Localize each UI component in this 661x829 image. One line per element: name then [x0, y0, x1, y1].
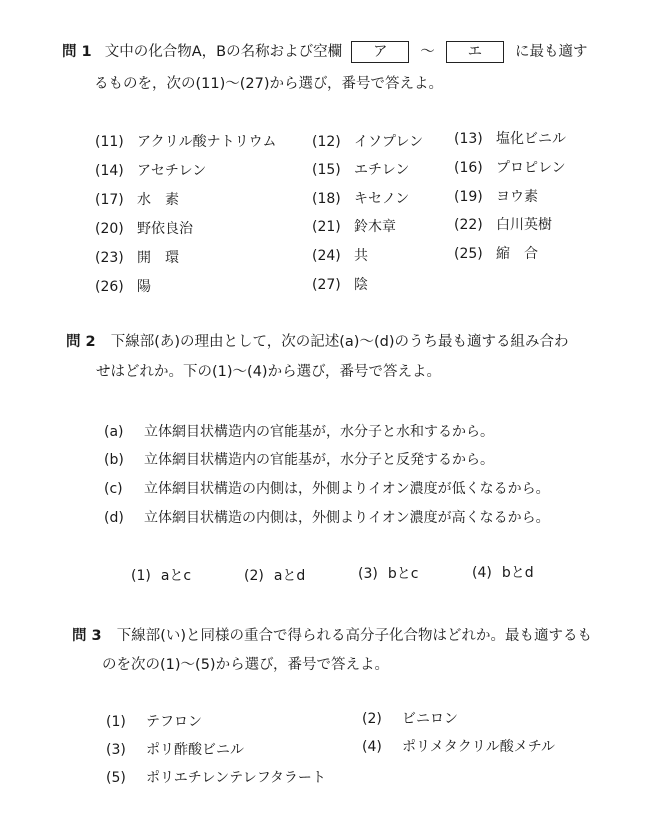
q1-option-num: (11): [95, 134, 124, 150]
q1-option-17: [95, 189, 179, 209]
q1-option-num: (25): [454, 246, 483, 262]
q2-statement-num: (c): [104, 481, 123, 497]
q1-option-text: エチレン: [354, 162, 410, 178]
q1-option-num: (12): [312, 134, 341, 150]
q1-option-11: [95, 131, 276, 151]
q2-choice-num: (2): [244, 568, 264, 584]
q1-option-text: プロピレン: [496, 160, 566, 176]
q1-line2: るものを，次の(11)～(27)から選び，番号で答えよ。: [94, 76, 443, 92]
q1-option-num: (20): [95, 221, 124, 237]
q2-choice-num: (1): [131, 568, 151, 584]
q2-statement-d: [104, 507, 550, 527]
q1-option-num: (19): [454, 189, 483, 205]
q1-option-text: 水 素: [137, 192, 179, 208]
q1-option-16: [454, 157, 566, 177]
q1-text-after: に最も適す: [514, 44, 588, 60]
q1-blank-start: ア: [351, 41, 409, 63]
q1-option-num: (14): [95, 163, 124, 179]
q3-option-text: ポリメタクリル酸メチル: [402, 739, 556, 755]
q3-option-num: (2): [362, 711, 382, 727]
q3-option-text: ポリ酢酸ビニル: [146, 742, 244, 758]
q1-text-before: 文中の化合物A，Bの名称および空欄: [104, 44, 343, 60]
q1-option-num: (15): [312, 162, 341, 178]
q1-option-25: [454, 243, 538, 263]
q2-choice-text: bとd: [501, 565, 534, 581]
q3-option-text: ビニロン: [402, 711, 458, 727]
q2-statement-text: 立体網目状構造内の官能基が，水分子と水和するから。: [144, 424, 494, 440]
q1-option-14: [95, 160, 206, 180]
q3-option-3: [106, 739, 244, 759]
q1-option-text: 開 環: [137, 250, 179, 266]
q1-option-num: (17): [95, 192, 124, 208]
q1-option-26: [95, 276, 151, 296]
q1-label: 問 1: [62, 44, 92, 60]
q3-heading: [72, 624, 592, 645]
q1-option-text: キセノン: [354, 191, 410, 207]
q2-statement-b: [104, 449, 494, 469]
q1-option-num: (18): [312, 191, 341, 207]
q2-statement-a: [104, 421, 494, 441]
q2-choice-4: [472, 562, 534, 582]
q2-choice-num: (4): [472, 565, 492, 581]
q1-blank-end: エ: [446, 41, 504, 63]
q1-option-20: [95, 218, 193, 238]
q1-option-text: 塩化ビニル: [496, 131, 566, 147]
q1-option-text: 共: [354, 248, 368, 264]
q3-line2: のを次の(1)～(5)から選び，番号で答えよ。: [102, 657, 389, 673]
q1-heading: [62, 40, 587, 63]
q1-option-text: イソプレン: [354, 134, 424, 150]
q3-option-num: (4): [362, 739, 382, 755]
q2-statement-text: 立体網目状構造の内側は，外側よりイオン濃度が低くなるから。: [144, 481, 550, 497]
q1-option-text: アクリル酸ナトリウム: [137, 134, 277, 150]
q3-option-num: (5): [106, 770, 126, 786]
q3-option-1: [106, 711, 202, 731]
q1-option-num: (21): [312, 219, 341, 235]
q2-statement-num: (a): [104, 424, 124, 440]
q1-option-text: 鈴木章: [354, 219, 396, 235]
q1-option-num: (16): [454, 160, 483, 176]
q3-option-2: [362, 708, 458, 728]
q1-option-text: アセチレン: [137, 163, 207, 179]
q2-line1: 下線部(あ)の理由として，次の記述(a)～(d)のうち最も適する組み合わ: [110, 334, 569, 350]
q1-option-text: 陽: [137, 279, 151, 295]
q1-option-text: 白川英樹: [496, 217, 552, 233]
q1-option-23: [95, 247, 179, 267]
q1-option-21: [312, 216, 396, 236]
q2-choice-num: (3): [358, 566, 378, 582]
q1-option-num: (26): [95, 279, 124, 295]
q2-statement-text: 立体網目状構造の内側は，外側よりイオン濃度が高くなるから。: [144, 510, 550, 526]
q2-statement-c: [104, 478, 550, 498]
q1-option-24: [312, 245, 368, 265]
q1-option-15: [312, 159, 409, 179]
q2-label: 問 2: [66, 334, 96, 350]
q1-option-13: [454, 128, 566, 148]
q1-option-num: (27): [312, 277, 341, 293]
q2-statement-num: (d): [104, 510, 124, 526]
q2-statement-text: 立体網目状構造内の官能基が，水分子と反発するから。: [144, 452, 494, 468]
q3-option-num: (1): [106, 714, 126, 730]
q2-choice-text: bとc: [387, 566, 419, 582]
q3-option-text: ポリエチレンテレフタラート: [146, 770, 326, 786]
q3-option-5: [106, 767, 326, 787]
q2-statement-num: (b): [104, 452, 124, 468]
q1-option-text: 縮 合: [496, 246, 538, 262]
q3-option-num: (3): [106, 742, 126, 758]
q1-option-num: (23): [95, 250, 124, 266]
q2-line2: せはどれか。下の(1)～(4)から選び，番号で答えよ。: [96, 364, 441, 380]
q1-option-27: [312, 274, 368, 294]
q1-option-num: (22): [454, 217, 483, 233]
q2-choice-text: aとd: [273, 568, 306, 584]
q2-heading: [66, 330, 568, 351]
q1-option-num: (24): [312, 248, 341, 264]
q1-option-text: 陰: [354, 277, 368, 293]
q1-option-19: [454, 186, 538, 206]
q3-option-4: [362, 736, 555, 756]
q1-option-num: (13): [454, 131, 483, 147]
q1-option-12: [312, 131, 423, 151]
q2-choice-2: [244, 565, 305, 585]
q1-tilde: ～: [420, 44, 435, 60]
q2-choice-text: aとc: [160, 568, 192, 584]
q1-option-text: 野依良治: [137, 221, 193, 237]
q3-option-text: テフロン: [146, 714, 202, 730]
q2-choice-3: [358, 563, 418, 583]
q2-choice-1: [131, 565, 191, 585]
q3-line1: 下線部(い)と同様の重合で得られる高分子化合物はどれか。最も適するも: [116, 628, 593, 644]
q1-option-18: [312, 188, 409, 208]
q1-option-22: [454, 214, 552, 234]
q3-label: 問 3: [72, 628, 102, 644]
q1-option-text: ヨウ素: [496, 189, 538, 205]
